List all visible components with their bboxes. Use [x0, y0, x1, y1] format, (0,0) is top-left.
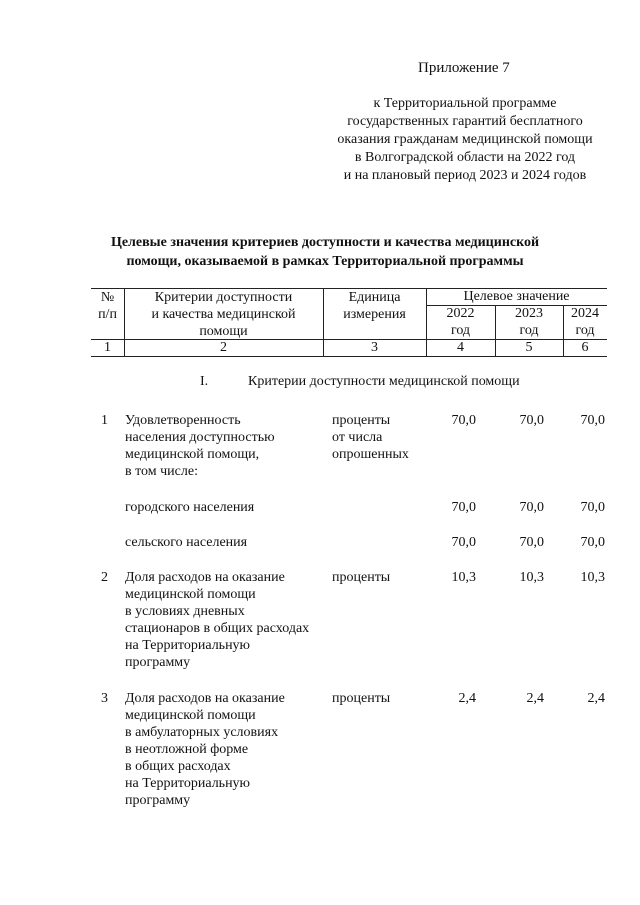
row-criteria: Доля расходов на оказание медицинской помощи в амбулаторных условиях в неотложной форме в общих расходах на Территориальную программу [125, 691, 285, 808]
header-year-2024: 2024 год [571, 306, 599, 338]
value-2024: 70,0 [580, 413, 605, 428]
row-unit: проценты от числа опрошенных [332, 413, 409, 462]
document-title [95, 233, 555, 271]
value-2022: 70,0 [451, 413, 476, 428]
table-rule [91, 356, 607, 357]
value-2022: 70,0 [451, 500, 476, 515]
column-number: 4 [457, 340, 464, 355]
header-target: Целевое значение [463, 289, 570, 304]
appendix-line: государственных гарантий бесплатного [347, 114, 583, 129]
value-2022: 2,4 [458, 691, 476, 706]
row-criteria: Удовлетворенность населения доступностью медицинской помощи, в том числе: [125, 413, 275, 479]
value-2023: 10,3 [519, 570, 544, 585]
appendix-reference [300, 95, 630, 185]
appendix-number: Приложение 7 [418, 60, 510, 76]
row-number: 2 [101, 570, 108, 585]
header-unit: Единица измерения [343, 290, 406, 322]
value-2022: 10,3 [451, 570, 476, 585]
value-2024: 10,3 [580, 570, 605, 585]
appendix-line: к Территориальной программе [373, 96, 557, 111]
table-header [91, 288, 607, 356]
row-number: 1 [101, 413, 108, 428]
value-2023: 70,0 [519, 500, 544, 515]
row-unit: проценты [332, 570, 391, 585]
value-2022: 70,0 [451, 535, 476, 550]
title-line: помощи, оказываемой в рамках Территориальной программы [126, 254, 524, 269]
column-number: 2 [220, 340, 227, 355]
row-criteria: Доля расходов на оказание медицинской помощи в условиях дневных стационаров в общих расходах на Территориальную программу [125, 570, 310, 670]
title-line: Целевые значения критериев доступности и качества медицинской [110, 235, 540, 250]
section-heading [200, 374, 520, 390]
value-2024: 2,4 [587, 691, 605, 706]
column-number: 6 [581, 340, 589, 355]
column-number: 5 [525, 340, 533, 355]
column-number: 3 [371, 340, 378, 355]
header-num: № п/п [98, 290, 117, 322]
header-criteria: Критерии доступности и качества медицинской помощи [151, 290, 296, 339]
section-number: I. [200, 374, 209, 389]
value-2023: 70,0 [519, 413, 544, 428]
column-number: 1 [104, 340, 111, 355]
row-unit: проценты [332, 691, 391, 706]
section-title-text: Критерии доступности медицинской помощи [248, 374, 520, 389]
appendix-line: в Волгоградской области на 2022 год [354, 150, 576, 165]
header-year-2023: 2023 год [515, 306, 543, 338]
row-criteria: городского населения [125, 500, 255, 515]
value-2023: 2,4 [526, 691, 544, 706]
appendix-line: оказания гражданам медицинской помощи [337, 132, 593, 147]
value-2024: 70,0 [580, 500, 605, 515]
appendix-line: и на плановый период 2023 и 2024 годов [343, 168, 587, 183]
value-2023: 70,0 [519, 535, 544, 550]
row-criteria: сельского населения [125, 535, 248, 550]
value-2024: 70,0 [580, 535, 605, 550]
header-year-2022: 2022 год [446, 306, 475, 338]
row-number: 3 [101, 691, 108, 706]
